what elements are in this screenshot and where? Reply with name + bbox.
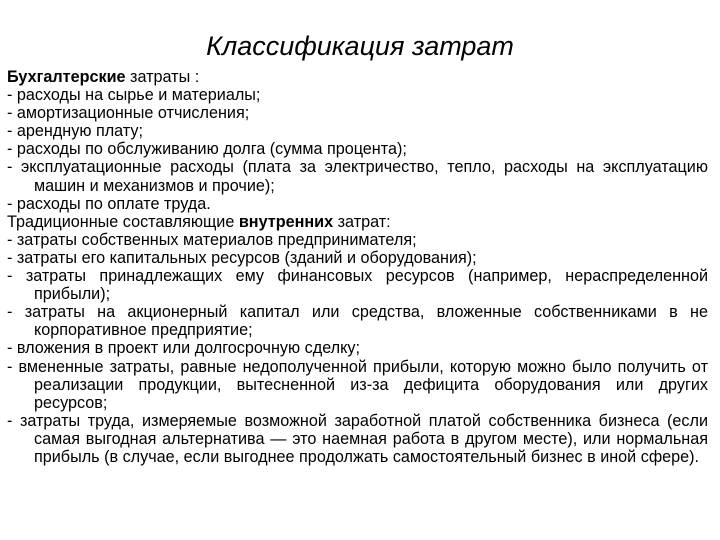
list-item: - эксплуатационные расходы (плата за электричество, тепло, расходы на эксплуатацию машин и механизмов и прочие); (7, 158, 708, 195)
list-item: - затраты собственных материалов предпринимателя; (7, 230, 417, 249)
list-item: - арендную плату; (7, 122, 143, 141)
list-item: - затраты на акционерный капитал или средства, вложенные собственниками в не корпоративное предприятие; (7, 303, 708, 340)
list-item: - амортизационные отчисления; (7, 104, 250, 123)
list-item: - вложения в проект или долгосрочную сделку; (7, 339, 360, 358)
list-item: - расходы по обслуживанию долга (сумма процента); (7, 140, 407, 159)
list-item: - расходы по оплате труда. (7, 194, 211, 213)
accounting-heading-bold: Бухгалтерские (7, 68, 126, 86)
list-item: - расходы на сырье и материалы; (7, 86, 261, 105)
list-item: - вмененные затраты, равные недополученной прибыли, которую можно было получить от реализации продукции, вытесненной из-за дефицита оборудования или других ресурсов; (7, 357, 708, 412)
accounting-heading-rest: затраты : (125, 68, 200, 86)
internal-heading-bold: внутренних (238, 212, 334, 231)
internal-heading (7, 213, 708, 231)
list-item: - затраты его капитальных ресурсов (зданий и оборудования); (7, 248, 477, 267)
internal-heading-pre: Традиционные составляющие (7, 212, 239, 231)
list-item: - затраты принадлежащих ему финансовых ресурсов (например, нераспределенной прибыли); (7, 267, 708, 304)
accounting-heading (7, 68, 708, 86)
content-body (7, 68, 708, 466)
internal-heading-post: затрат: (333, 212, 391, 231)
page-title: Классификация затрат (206, 31, 514, 61)
list-item: - затраты труда, измеряемые возможной заработной платой собственника бизнеса (если самая выгодная альтернатива — это наемная работа в другом месте), или нормальная прибыль (в случае, если выгоднее продолжать самостоятельный бизнес в иной сфере). (7, 411, 708, 466)
